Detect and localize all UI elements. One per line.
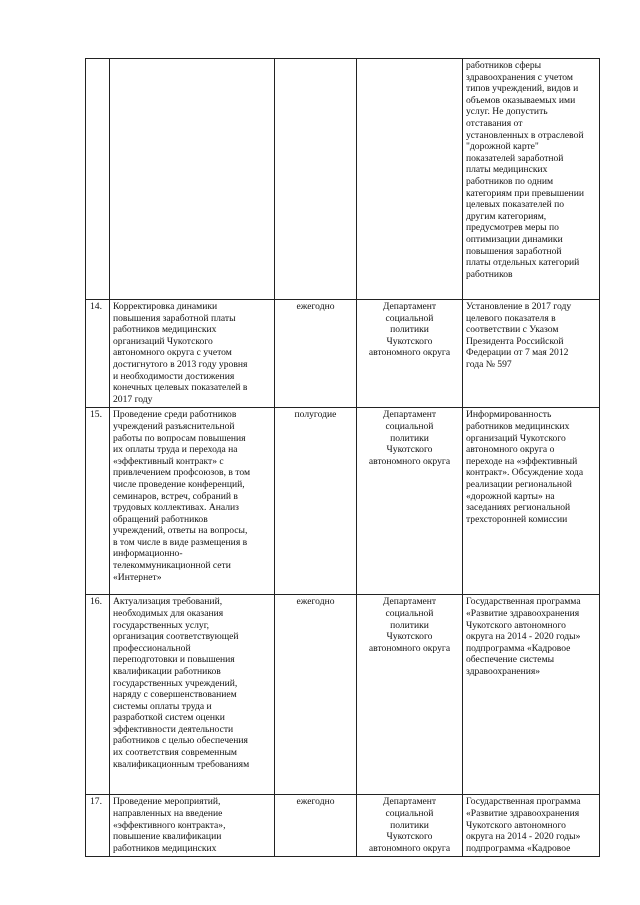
document-page [85, 58, 599, 857]
table-row [86, 300, 600, 408]
table-row-continuation [86, 59, 600, 300]
measure-description-cell: Корректировка динамики повышения заработной платы работников медицинских организаций Чукотского автономного округа с учетом достигнутого в 2013 году уровня и необходимости достижения конечных целевых показателей в 2017 году [110, 300, 275, 408]
row-number-cell [86, 59, 110, 300]
result-cell: Установление в 2017 году целевого показателя в соответствии с Указом Президента Российской Федерации от 7 мая 2012 года № 597 [463, 300, 600, 408]
measure-description-cell: Актуализация требований, необходимых для оказания государственных услуг, организация соответствующей профессиональной переподготовки и повышения квалификации работников государственных учреждений, наряду с совершенствованием системы оплаты труда и разработкой систем оценки эффективности деятельности работников с целью обеспечения их соответствия современным квалификационным требованиям [110, 595, 275, 795]
row-number-cell: 17. [86, 795, 110, 857]
result-cell: Государственная программа «Развитие здравоохранения Чукотского автономного округа на 2014 - 2020 годы» подпрограмма «Кадровое обеспечение системы здравоохранения» [463, 595, 600, 795]
responsible-cell: Департамент социальной политики Чукотского автономного округа [357, 595, 463, 795]
row-number-cell: 14. [86, 300, 110, 408]
responsible-cell [357, 59, 463, 300]
result-cell: Информированность работников медицинских организаций Чукотского автономного округа о переходе на «эффективный контракт». Обсуждение хода реализации региональной «дорожной карты» на заседаниях региональной трехсторонней комиссии [463, 408, 600, 595]
row-number-cell: 16. [86, 595, 110, 795]
measure-description-cell: Проведение среди работников учреждений разъяснительной работы по вопросам повышения их оплаты труда и перехода на «эффективный контракт» с привлечением профсоюзов, в том числе проведение конференций, семинаров, встреч, собраний в трудовых коллективах. Анализ обращений работников учреждений, ответы на вопросы, в том числе в виде размещения в информационно- телекоммуникационной сети «Интернет» [110, 408, 275, 595]
period-cell [275, 59, 357, 300]
period-cell: ежегодно [275, 595, 357, 795]
measure-description-cell [110, 59, 275, 300]
table-row [86, 595, 600, 795]
result-cell: Государственная программа «Развитие здравоохранения Чукотского автономного округа на 2014 - 2020 годы» подпрограмма «Кадровое [463, 795, 600, 857]
row-number-cell: 15. [86, 408, 110, 595]
responsible-cell: Департамент социальной политики Чукотского автономного округа [357, 300, 463, 408]
result-cell: работников сферы здравоохранения с учетом типов учреждений, видов и объемов оказываемых ими услуг. Не допустить отставания от установленных в отраслевой "дорожной карте" показателей заработной платы медицинских работников по одним категориям при превышении целевых показателей по другим категориям, предусмотрев меры по оптимизации динамики повышения заработной платы отдельных категорий работников [463, 59, 600, 300]
table-row [86, 795, 600, 857]
roadmap-table [85, 58, 600, 857]
responsible-cell: Департамент социальной политики Чукотского автономного округа [357, 795, 463, 857]
measure-description-cell: Проведение мероприятий, направленных на введение «эффективного контракта», повышение квалификации работников медицинских [110, 795, 275, 857]
table-row [86, 408, 600, 595]
period-cell: ежегодно [275, 300, 357, 408]
period-cell: ежегодно [275, 795, 357, 857]
period-cell: полугодие [275, 408, 357, 595]
responsible-cell: Департамент социальной политики Чукотского автономного округа [357, 408, 463, 595]
